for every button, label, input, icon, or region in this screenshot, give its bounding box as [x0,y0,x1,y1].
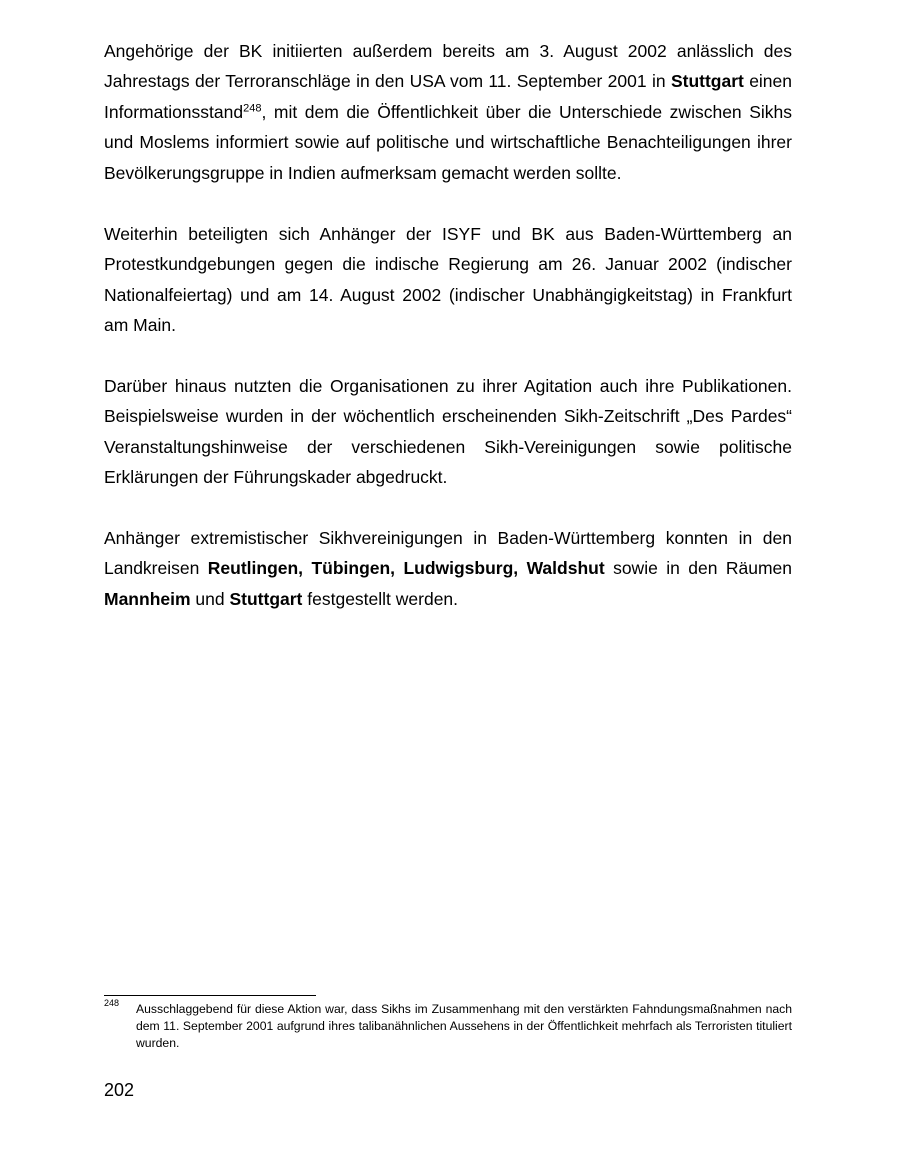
location-districts: Reutlingen, Tübingen, Ludwigsburg, Waldshut [207,558,605,579]
footnote-reference: 248 [243,102,262,115]
paragraph-text: Angehörige der BK initiierten außerdem bereits am 3. August 2002 anlässlich des Jahrestags der Terroranschläge in den USA vom 11. September 2001 in [104,41,792,92]
location-mannheim: Mannheim [104,588,191,609]
paragraph-protests [104,219,792,341]
paragraph-text: , mit dem die Öffentlichkeit über die Unterschiede zwischen Sikhs und Moslems informiert sowie auf politische und wirtschaftliche Benachteiligungen ihrer Bevölkerungsgruppe in Indien aufmerksam gemacht werden sollte. [104,101,792,183]
paragraph-text: und [190,588,230,609]
footnote-text: Ausschlaggebend für diese Aktion war, dass Sikhs im Zusammenhang mit den verstärkten Fahndungsmaßnahmen nach dem 11. September 2001 aufgrund ihres talibanähnlichen Aussehens in der Öffentlichkeit mehrfach als Terroristen tituliert wurden. [136,1002,792,1050]
paragraph-locations [104,523,792,614]
paragraph-text: Weiterhin beteiligten sich Anhänger der ISYF und BK aus Baden-Württemberg an Protestkundgebungen gegen die indische Regierung am 26. Januar 2002 (indischer Nationalfeiertag) und am 14. August 2002 (indischer Unabhängigkeitstag) in Frankfurt am Main. [104,224,792,336]
location-stuttgart: Stuttgart [229,588,303,609]
paragraph-text: Anhänger extremistischer Sikhvereinigungen in Baden-Württemberg konnten in den Landkreisen [104,528,792,579]
location-stuttgart: Stuttgart [670,71,744,92]
footnote [104,998,792,1052]
paragraph-publications [104,371,792,493]
footnote-number: 248 [104,998,120,1008]
paragraph-text: Darüber hinaus nutzten die Organisationen zu ihrer Agitation auch ihre Publikationen. Beispielsweise wurden in der wöchentlich erscheinenden Sikh-Zeitschrift „Des Pardes“ Veranstaltungshinweise der verschiedenen Sikh-Vereinigungen sowie politische Erklärungen der Führungskader abgedruckt. [104,376,792,488]
page-number: 202 [104,1080,135,1100]
paragraph-text: einen Informationsstand [104,71,793,122]
footnote-separator [104,995,316,996]
paragraph-info-stand [104,36,792,188]
paragraph-text: sowie in den Räumen [604,558,793,579]
paragraph-text: festgestellt werden. [302,588,459,609]
